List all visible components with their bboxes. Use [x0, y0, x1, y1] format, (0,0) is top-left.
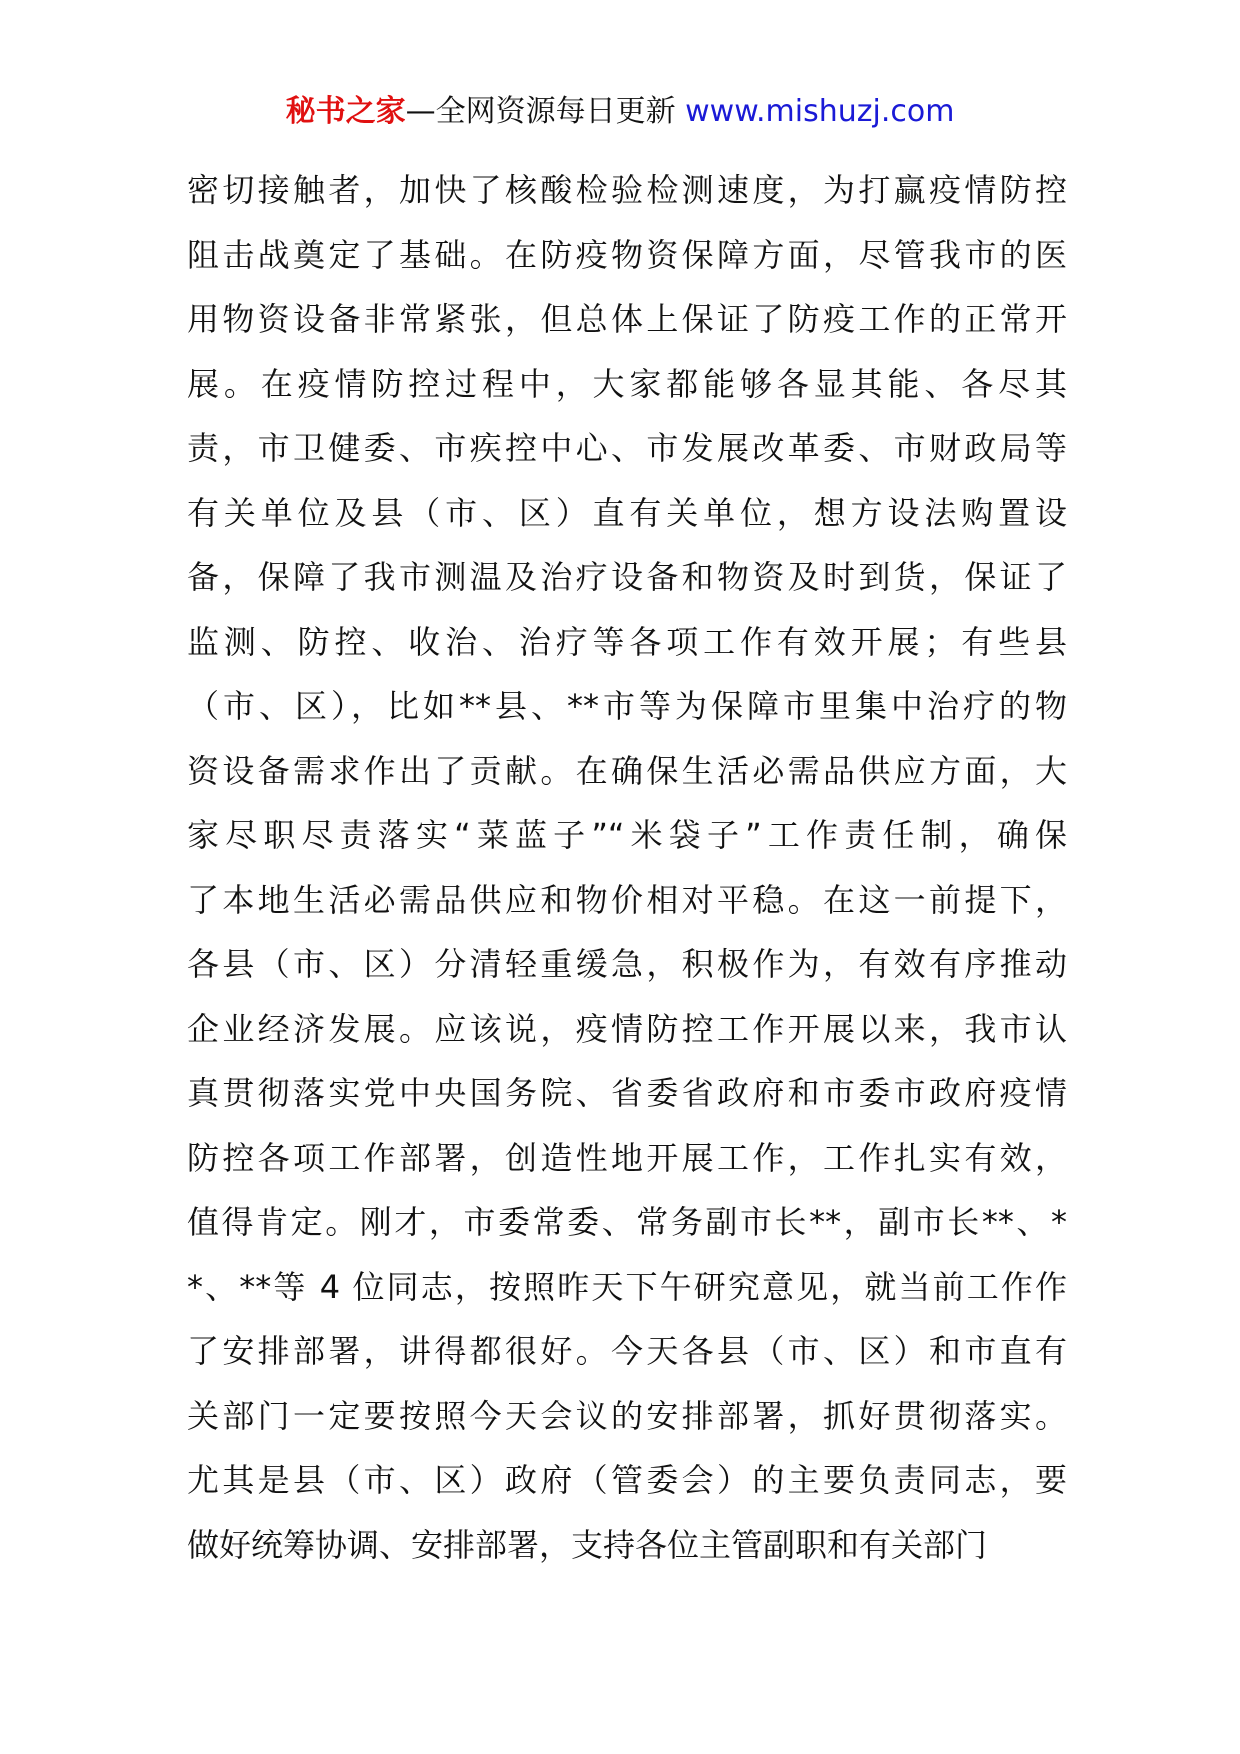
text-line: 阻击战奠定了基础。在防疫物资保障方面，尽管我市的医: [187, 235, 1067, 274]
header-tagline: —全网资源每日更新: [405, 94, 686, 129]
site-url-link[interactable]: www.mishuzj.com: [685, 94, 955, 129]
text-line: 做好统筹协调、安排部署，支持各位主管副职和有关部门: [187, 1525, 988, 1564]
text-line: 用物资设备非常紧张，但总体上保证了防疫工作的正常开: [187, 300, 1067, 338]
text-line: 备，保障了我市测温及治疗设备和物资及时到货，保证了: [187, 558, 1067, 596]
text-line: 真贯彻落实党中央国务院、省委省政府和市委市政府疫情: [187, 1074, 1067, 1112]
text-line: 展。在疫情防控过程中，大家都能够各显其能、各尽其: [187, 364, 1067, 403]
text-line: 尤其是县（市、区）政府（管委会）的主要负责同志，要: [187, 1461, 1067, 1499]
text-line: 值得肯定。刚才，市委常委、常务副市长**，副市长**、*: [187, 1203, 1067, 1241]
brand-name: 秘书之家: [285, 94, 406, 129]
text-line: 企业经济发展。应该说，疫情防控工作开展以来，我市认: [187, 1009, 1067, 1048]
text-line: （市、区），比如**县、**市等为保障市里集中治疗的物: [187, 687, 1067, 725]
site-header: [0, 92, 1240, 132]
text-line: 了安排部署，讲得都很好。今天各县（市、区）和市直有: [187, 1332, 1067, 1370]
text-line: 关部门一定要按照今天会议的安排部署，抓好贯彻落实。: [187, 1396, 1067, 1435]
text-line: 家尽职尽责落实“菜蓝子”“米袋子”工作责任制，确保: [187, 816, 1067, 854]
text-line: 监测、防控、收治、治疗等各项工作有效开展；有些县: [187, 622, 1067, 661]
text-line: 防控各项工作部署，创造性地开展工作，工作扎实有效，: [187, 1138, 1067, 1177]
text-line: 责，市卫健委、市疾控中心、市发展改革委、市财政局等: [187, 429, 1067, 467]
text-line: 了本地生活必需品供应和物价相对平稳。在这一前提下，: [187, 880, 1067, 919]
text-line: *、**等 4 位同志，按照昨天下午研究意见，就当前工作作: [187, 1267, 1067, 1306]
document-body: [187, 158, 1067, 1577]
text-line: 资设备需求作出了贡献。在确保生活必需品供应方面，大: [187, 751, 1067, 790]
text-line: 各县（市、区）分清轻重缓急，积极作为，有效有序推动: [187, 945, 1067, 983]
text-line: 密切接触者，加快了核酸检验检测速度，为打赢疫情防控: [187, 171, 1067, 209]
text-line: 有关单位及县（市、区）直有关单位，想方设法购置设: [187, 493, 1067, 532]
